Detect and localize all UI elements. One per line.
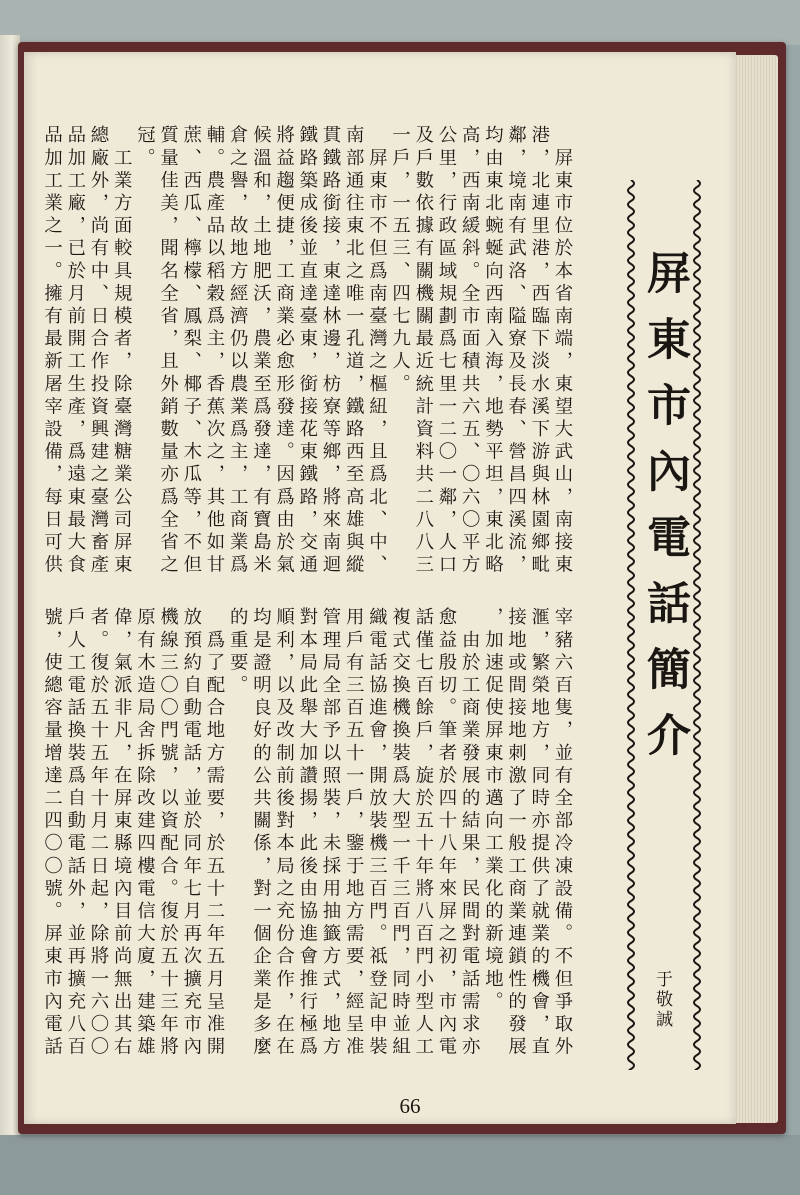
text-column: ，加速促使屏東市邁向工業化的新境地。 xyxy=(482,607,504,1014)
wavy-rule-right xyxy=(690,180,704,1070)
text-column: 偉，氣派非凡，在屏東縣境內目前尚無出其右 xyxy=(111,607,133,1059)
text-column: 對本局此舉大加讚揚，此後由協進會推行極爲 xyxy=(296,607,318,1059)
text-column: 號，使總容量增達二四〇〇號。屏東市內電話 xyxy=(41,607,63,1059)
text-column: 的重要。 xyxy=(227,607,249,698)
text-column: 貫鐵路銜接，東達林邊，枋寮等鄉，將來南迴 xyxy=(320,125,341,577)
text-column: 高，西南緩斜。全市面積共六五、〇六〇平方 xyxy=(459,125,481,577)
text-column: 屏東市不但爲南臺灣之樞紐，且爲北、中、 xyxy=(366,125,388,577)
text-column: 工業方面較具規模者，除臺灣糖業公司屏東 xyxy=(111,125,133,577)
text-column: 者。復於五十五年十月二日起，除將一六〇〇 xyxy=(88,607,109,1059)
text-column: 品加工業之一。擁有最新屠宰設備，每日可供 xyxy=(41,125,63,577)
text-column: 一戶，一五三、四七九人。 xyxy=(389,125,411,397)
backdrop-top xyxy=(0,0,800,45)
text-column: 鄰，境南有武洛、隘寮及長春、營昌四溪流， xyxy=(505,125,527,577)
previous-page-edge xyxy=(0,35,20,1135)
text-column: 愈益殷切。筆者於四十八年來屏之初，市內電 xyxy=(436,607,457,1059)
text-column: 放預約自動電話，並於同年七月再次擴充市內 xyxy=(180,607,202,1059)
text-column: 順利，以及改制前後對本局之充份合作，在在 xyxy=(273,607,295,1059)
text-column: 宰豬六百隻，並有全部冷凍設備。不但爭取外 xyxy=(552,607,573,1059)
backdrop-bottom xyxy=(0,1135,800,1195)
text-column: 質量佳美，聞名全省，且外銷數量亦爲全省之 xyxy=(157,125,179,577)
text-column: 由於工商業發展的結果，民間對電話需求亦 xyxy=(459,607,481,1059)
text-column: 機線三〇〇門號，以資配合。復於五十三年將 xyxy=(157,607,179,1059)
text-column: 南部通往東北之唯一孔道，鐵路西至高雄與縱 xyxy=(343,125,365,577)
text-column: 話僅七百餘戶，旋於五十年將八百門小型人工 xyxy=(412,607,434,1059)
text-column: 將益趨便捷，工商業必愈形發達。因爲由於氣 xyxy=(273,125,295,577)
text-column: 滙，繁榮地方，同時亦提供了就業的機會，直 xyxy=(528,607,550,1059)
text-column: 倉之譽，故地方經濟仍以農業爲主，工商業爲 xyxy=(227,125,249,577)
text-tier-lower xyxy=(34,607,574,1062)
wavy-rule-left xyxy=(624,180,638,1070)
text-column: 爲了配合地方需要，於五十二年五月呈准開 xyxy=(204,607,225,1059)
article-title: 屏東市內電話簡介 xyxy=(639,250,690,778)
text-column: 戶人工電話換裝爲自動電話外，並再擴充八百 xyxy=(64,607,86,1059)
text-column: 候溫和，土地肥沃，農業至爲發達，有寶島米 xyxy=(250,125,272,577)
text-column: 均是證明良好的公共關係，對一個企業是多麼 xyxy=(250,607,272,1059)
text-column: 複式交換機換裝爲大型一千三百門，同時並組 xyxy=(389,607,411,1059)
text-column: 織電話協進會，開放裝機三百門。祗登記申裝 xyxy=(366,607,388,1059)
author-name: 于敬誠 xyxy=(652,970,672,1030)
title-frame xyxy=(624,180,704,1070)
text-column: 公里，行政區域規劃爲七里一二〇一鄰，人口 xyxy=(436,125,457,577)
page-number: 66 xyxy=(399,1094,421,1118)
text-column: 港，北連里港，西臨下淡水溪下游與林園鄉毗 xyxy=(528,125,550,577)
text-column: 原有木造局舍拆除改建四樓電信大廈，建築雄 xyxy=(134,607,156,1059)
text-column: 輔。農產品以稻穀爲主，香蕉次之，其他如甘 xyxy=(204,125,225,577)
text-column: 及戶數依據有關機關最近統計資料共二八八三 xyxy=(412,125,434,577)
text-column: 冠。 xyxy=(134,125,156,171)
text-column: 管理局全部予以照裝，未採用抽籤方式，地方 xyxy=(320,607,341,1059)
article-body xyxy=(34,125,574,1085)
text-column: 蔗、西瓜、檸檬、鳳梨、椰子、木瓜等，不但 xyxy=(180,125,202,577)
text-tier-upper xyxy=(34,125,574,580)
book-page xyxy=(24,52,736,1124)
text-column: 品加工廠，已於月前開工生產，爲遠東最大食 xyxy=(64,125,86,577)
text-column: 均由東北蜿蜒向西南入海，地勢平坦，東北略 xyxy=(482,125,504,577)
text-column: 接地或間接地刺激了一般工商業連鎖性的發展 xyxy=(505,607,527,1059)
text-column: 屏東市位於本省南端，東望大武山，南接東 xyxy=(552,125,573,577)
text-column: 用戶有三百五十一戶，鑒于地方需要，經呈准 xyxy=(343,607,365,1059)
text-column: 鐵路築成後並直達臺東，銜接花東鐵路，交通 xyxy=(296,125,318,577)
text-column: 總廠外，尚有中、日合作投資興建之臺灣畜產 xyxy=(88,125,109,577)
